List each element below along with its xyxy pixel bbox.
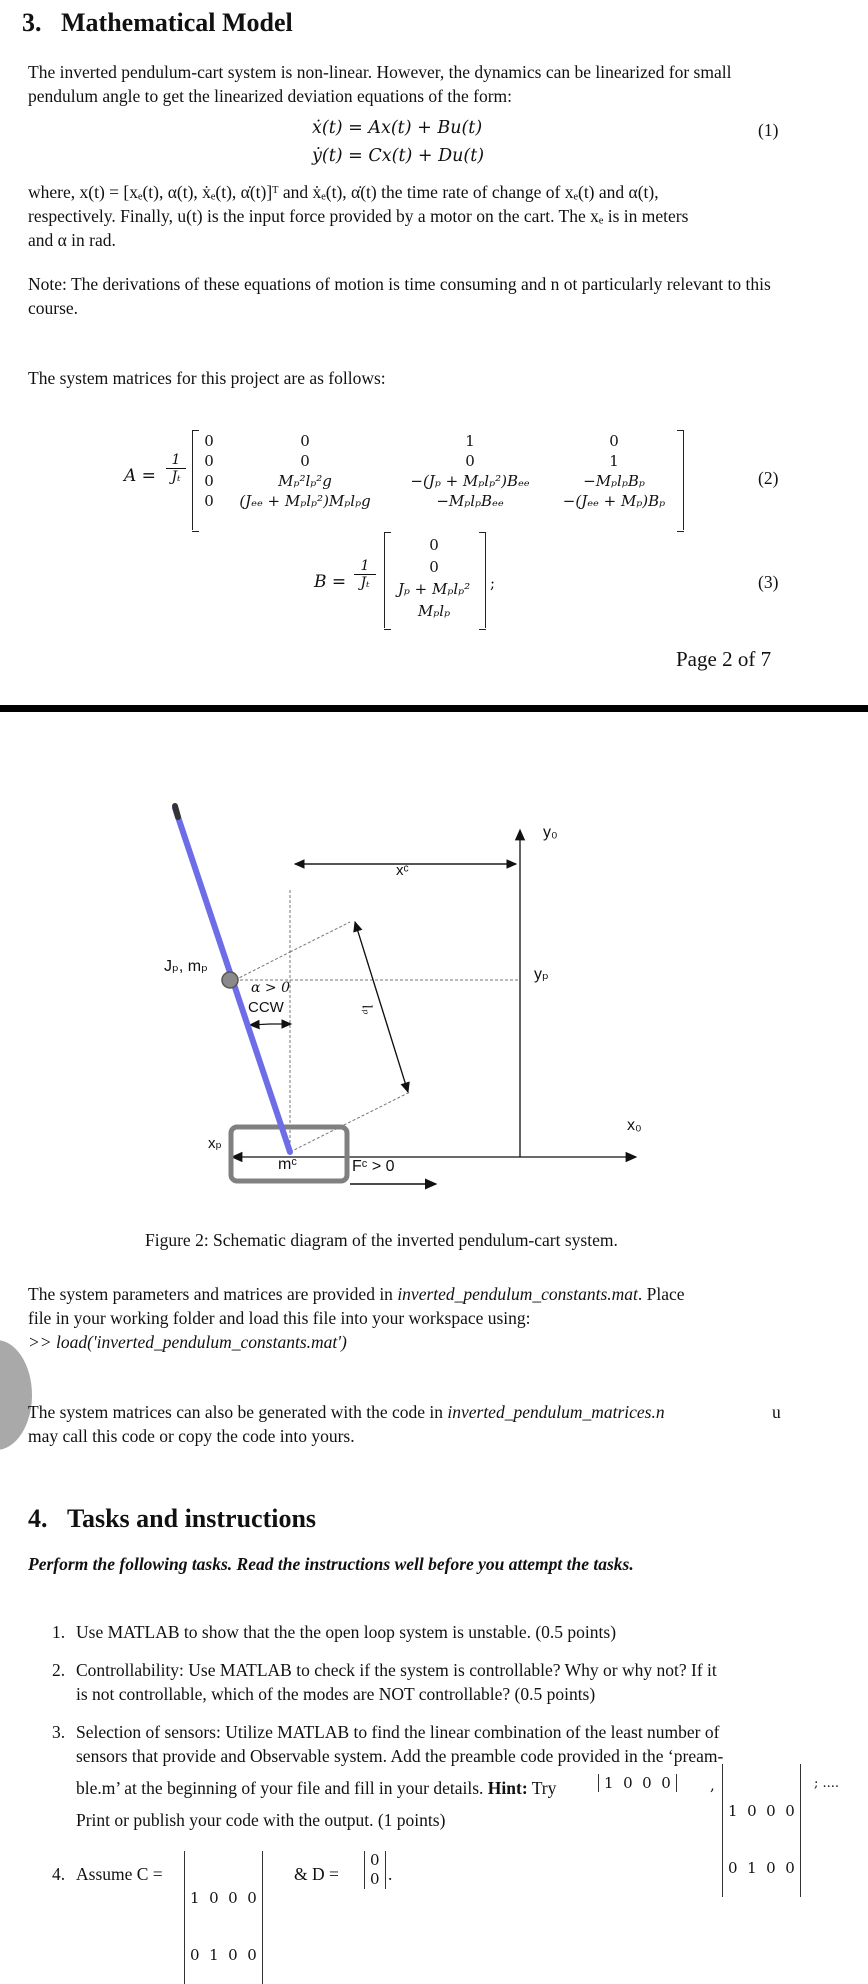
- where-line-2: respectively. Finally, u(t) is the input force provided by a motor on the cart. The xₑ is in meters: [28, 206, 689, 226]
- matrix-B-cell: Mₚlₚ: [417, 602, 451, 620]
- pendulum-figure: [0, 712, 868, 1212]
- task-2-number: 2.: [52, 1660, 66, 1680]
- hint-matrix-row: 0 1 0 0: [728, 1859, 795, 1877]
- matrices-intro: The system matrices for this project are as follows:: [28, 368, 386, 388]
- gen-text: The system matrices can also be generated with the code in: [28, 1402, 448, 1422]
- matrix-A-cell: 0: [204, 492, 214, 510]
- pendulum-tip: [175, 806, 178, 817]
- matrix-D: [364, 1851, 386, 1889]
- params-line-1: [28, 1282, 685, 1306]
- hint-matrix: [722, 1764, 801, 1897]
- matrix-A-cell: (Jₑₑ + Mₚlₚ²)Mₚlₚg: [239, 492, 371, 510]
- matrix-B-label: B =: [314, 572, 347, 592]
- equation-number-2: (2): [758, 468, 779, 488]
- pendulum-diagram: [0, 712, 868, 1212]
- matrix-A-cell: −(Jₑₑ + Mₚ)Bₚ: [562, 492, 666, 510]
- task-4-and-d: & D =: [294, 1864, 339, 1884]
- matrix-A-cell: 0: [300, 452, 310, 470]
- task-4-period: .: [388, 1864, 393, 1884]
- label-ccw: CCW: [248, 999, 284, 1016]
- label-fc: Fᶜ > 0: [352, 1158, 395, 1175]
- params-text: . Place: [637, 1284, 685, 1304]
- equation-number-3: (3): [758, 572, 779, 592]
- gen-tail: u: [772, 1402, 781, 1422]
- matrix-A-cell: −(Jₚ + Mₚlₚ²)Bₑₑ: [410, 472, 530, 490]
- figure-caption: Figure 2: Schematic diagram of the inverted pendulum-cart system.: [145, 1230, 618, 1250]
- matrix-A-label: A =: [124, 466, 156, 486]
- hint-row-vector: 1 0 0 0: [598, 1774, 677, 1792]
- matrix-A-cell: 0: [609, 432, 619, 450]
- matrix-A-cell: 0: [204, 472, 214, 490]
- matrix-A-cell: Mₚ²lₚ²g: [278, 472, 332, 490]
- matrix-A-cell: 1: [609, 452, 619, 470]
- matrix-D-row: 0: [370, 1851, 380, 1869]
- matrices-filename: inverted_pendulum_matrices.n: [447, 1402, 665, 1422]
- task-3-line-4: Print or publish your code with the output. (1 points): [76, 1810, 446, 1830]
- matrix-A-cell: 0: [204, 452, 214, 470]
- hint-label: Hint:: [487, 1778, 528, 1798]
- label-xc: xᶜ: [396, 862, 409, 879]
- equation-state: ẋ(t) = Ax(t) + Bu(t): [312, 118, 483, 138]
- label-alpha: α > 0: [251, 980, 290, 996]
- task-2-line-1: Controllability: Use MATLAB to check if the system is controllable? Why or why not? If it: [76, 1660, 717, 1680]
- label-mc: mᶜ: [278, 1156, 297, 1173]
- matrix-B-cell: 0: [429, 536, 439, 554]
- section-4-heading: 4. Tasks and instructions: [28, 1504, 317, 1533]
- label-xp: xₚ: [208, 1135, 222, 1152]
- section-3-heading: 3. Mathematical Model: [22, 8, 293, 37]
- task-1-text: Use MATLAB to show that the the open loop system is unstable. (0.5 points): [76, 1622, 617, 1642]
- matrix-B-body: [388, 534, 480, 622]
- matrix-B-cell: 0: [429, 558, 439, 576]
- load-command: >> load('inverted_pendulum_constants.mat'): [28, 1332, 347, 1352]
- intro-paragraph: The inverted pendulum-cart system is non-linear. However, the dynamics can be linearized for small pendulum angle to get the linearized deviation equations of the form:: [28, 62, 732, 106]
- matrix-A-cell: 1: [465, 432, 475, 450]
- task-2-line-2: is not controllable, which of the modes are NOT controllable? (0.5 points): [76, 1684, 596, 1704]
- matrix-C-row: 0 1 0 0: [190, 1946, 257, 1964]
- comma: ,: [710, 1776, 715, 1794]
- matrix-A-cell: 0: [465, 452, 475, 470]
- page-divider: [0, 705, 868, 712]
- tasks-lead: Perform the following tasks. Read the instructions well before you attempt the tasks.: [28, 1554, 634, 1574]
- task-4-assume: Assume C =: [76, 1864, 163, 1884]
- task-3-line-2: sensors that provide and Observable system. Add the preamble code provided in the ‘pream-: [76, 1746, 724, 1766]
- matrix-A-fraction: [166, 452, 186, 485]
- page-number: Page 2 of 7: [676, 647, 772, 671]
- fraction-numerator: 1: [171, 452, 181, 468]
- where-line-1: where, x(t) = [xₑ(t), α(t), ẋₑ(t), α̇(t)]ᵀ and ẋₑ(t), α̇(t) the time rate of change of xₑ(t) and α(t),: [28, 182, 659, 202]
- label-y0: y₀: [543, 824, 558, 841]
- hint-ellipsis: ; ....: [814, 1776, 840, 1791]
- matrix-A-cell: 0: [204, 432, 214, 450]
- matrix-B-cell: Jₚ + Mₚlₚ²: [397, 580, 471, 598]
- slant-helper-2: [290, 1092, 410, 1152]
- matrix-C-row: 1 0 0 0: [190, 1889, 257, 1907]
- label-lp: lₚ: [358, 1003, 375, 1016]
- task-4-number: 4.: [52, 1864, 66, 1884]
- matrix-A-cell: 0: [300, 432, 310, 450]
- matrix-C: [184, 1851, 263, 1984]
- task-1-number: 1.: [52, 1622, 66, 1642]
- fraction-numerator: 1: [360, 558, 370, 574]
- constants-filename: inverted_pendulum_constants.mat: [397, 1284, 638, 1304]
- pendulum-center-of-mass: [222, 972, 238, 988]
- fraction-denominator: Jₜ: [354, 574, 376, 591]
- task-3-text: Try: [527, 1778, 557, 1798]
- alpha-arrow-left: [250, 1024, 270, 1025]
- matrix-A-body: [198, 432, 678, 510]
- hint-matrix-row: 1 0 0 0: [728, 1802, 795, 1820]
- gen-line-1: [28, 1400, 665, 1424]
- where-line-3: and α in rad.: [28, 230, 116, 250]
- task-3-text: ble.m’ at the beginning of your file and fill in your details.: [76, 1778, 488, 1798]
- matrix-A-cell: −MₚlₚBₑₑ: [436, 492, 504, 510]
- slant-helper-1: [235, 952, 290, 980]
- label-yp: yₚ: [534, 966, 549, 983]
- label-x0: x₀: [627, 1117, 642, 1134]
- label-inertia-mass: Jₚ, mₚ: [164, 958, 208, 975]
- task-3-number: 3.: [52, 1722, 66, 1742]
- task-3-line-1: Selection of sensors: Utilize MATLAB to find the linear combination of the least number of: [76, 1722, 720, 1742]
- matrix-D-row: 0: [370, 1870, 380, 1888]
- params-line-2: file in your working folder and load this file into your workspace using:: [28, 1308, 531, 1328]
- matrix-A-cell: −MₚlₚBₚ: [583, 472, 645, 490]
- fraction-denominator: Jₜ: [166, 468, 186, 485]
- note-paragraph: Note: The derivations of these equations of motion is time consuming and n ot particularly relevant to this course.: [28, 274, 771, 318]
- gen-line-2: may call this code or copy the code into yours.: [28, 1426, 355, 1446]
- task-3-line-3: [76, 1776, 556, 1800]
- matrix-B-semicolon: ;: [490, 574, 496, 592]
- equation-number-1: (1): [758, 120, 779, 140]
- equation-output: ẏ(t) = Cx(t) + Du(t): [312, 146, 485, 166]
- params-text: The system parameters and matrices are provided in: [28, 1284, 398, 1304]
- matrix-B-fraction: [354, 558, 376, 591]
